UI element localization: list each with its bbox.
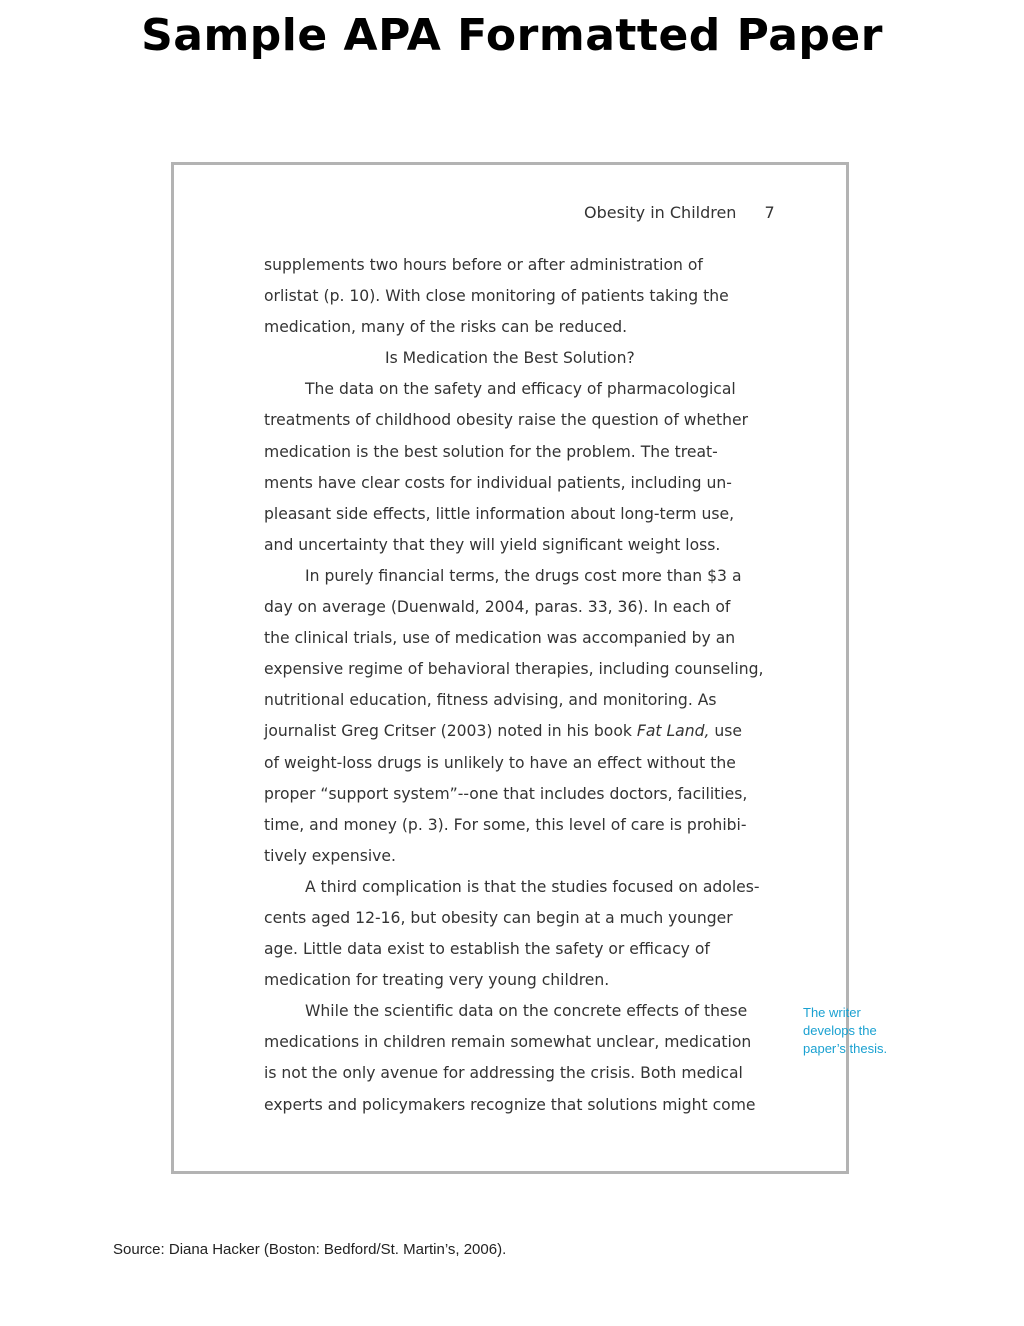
section-heading: Is Medication the Best Solution? <box>385 349 635 368</box>
body-line: pleasant side effects, little information about long-term use, <box>264 504 735 523</box>
source-citation: Source: Diana Hacker (Boston: Bedford/St. Martin’s, 2006). <box>113 1241 507 1258</box>
margin-annotation-line: The writer <box>803 1005 861 1020</box>
body-line: tively expensive. <box>264 846 396 865</box>
slide-title: Sample APA Formatted Paper <box>141 10 883 61</box>
margin-annotation-line: develops the <box>803 1023 877 1038</box>
body-line: In purely financial terms, the drugs cost more than $3 a <box>305 566 742 585</box>
body-line: While the scientific data on the concrete effects of these <box>305 1002 748 1021</box>
margin-annotation-line: paper’s thesis. <box>803 1041 888 1056</box>
running-head-title: Obesity in Children <box>584 203 737 222</box>
book-title: Fat Land, <box>636 722 710 741</box>
body-line: A third complication is that the studies focused on adoles- <box>305 877 760 896</box>
page-number: 7 <box>764 203 775 222</box>
body-line: medications in children remain somewhat unclear, medication <box>264 1033 752 1052</box>
margin-annotation <box>803 1004 903 1058</box>
body-line: nutritional education, fitness advising, and monitoring. As <box>264 691 717 710</box>
body-line: time, and money (p. 3). For some, this level of care is prohibi- <box>264 815 747 834</box>
body-line: cents aged 12-16, but obesity can begin at a much younger <box>264 908 733 927</box>
body-line: the clinical trials, use of medication was accompanied by an <box>264 629 736 648</box>
body-line: proper “support system”--one that includes doctors, facilities, <box>264 784 748 803</box>
body-line: of weight-loss drugs is unlikely to have an effect without the <box>264 753 736 772</box>
running-head <box>584 200 775 226</box>
body-line: supplements two hours before or after administration of <box>264 256 703 274</box>
body-line: is not the only avenue for addressing the crisis. Both medical <box>264 1064 743 1083</box>
body-line: medication for treating very young children. <box>264 971 610 990</box>
body-line: medication is the best solution for the problem. The treat- <box>264 442 718 461</box>
paper-body <box>264 250 784 1121</box>
body-line: expensive regime of behavioral therapies, including counseling, <box>264 660 764 679</box>
body-line: orlistat (p. 10). With close monitoring of patients taking the <box>264 287 729 306</box>
body-line: day on average (Duenwald, 2004, paras. 33, 36). In each of <box>264 598 731 617</box>
body-line: The data on the safety and efficacy of pharmacological <box>305 380 736 399</box>
body-line <box>264 716 784 747</box>
body-line: medication, many of the risks can be reduced. <box>264 318 628 337</box>
body-line: age. Little data exist to establish the safety or efficacy of <box>264 940 710 959</box>
body-line: treatments of childhood obesity raise the question of whether <box>264 411 748 430</box>
body-line: and uncertainty that they will yield significant weight loss. <box>264 535 721 554</box>
body-line: ments have clear costs for individual patients, including un- <box>264 473 732 492</box>
body-line: experts and policymakers recognize that solutions might come <box>264 1095 756 1114</box>
body-line-text: use <box>709 722 742 741</box>
body-line-text: journalist Greg Critser (2003) noted in his book <box>264 722 637 741</box>
